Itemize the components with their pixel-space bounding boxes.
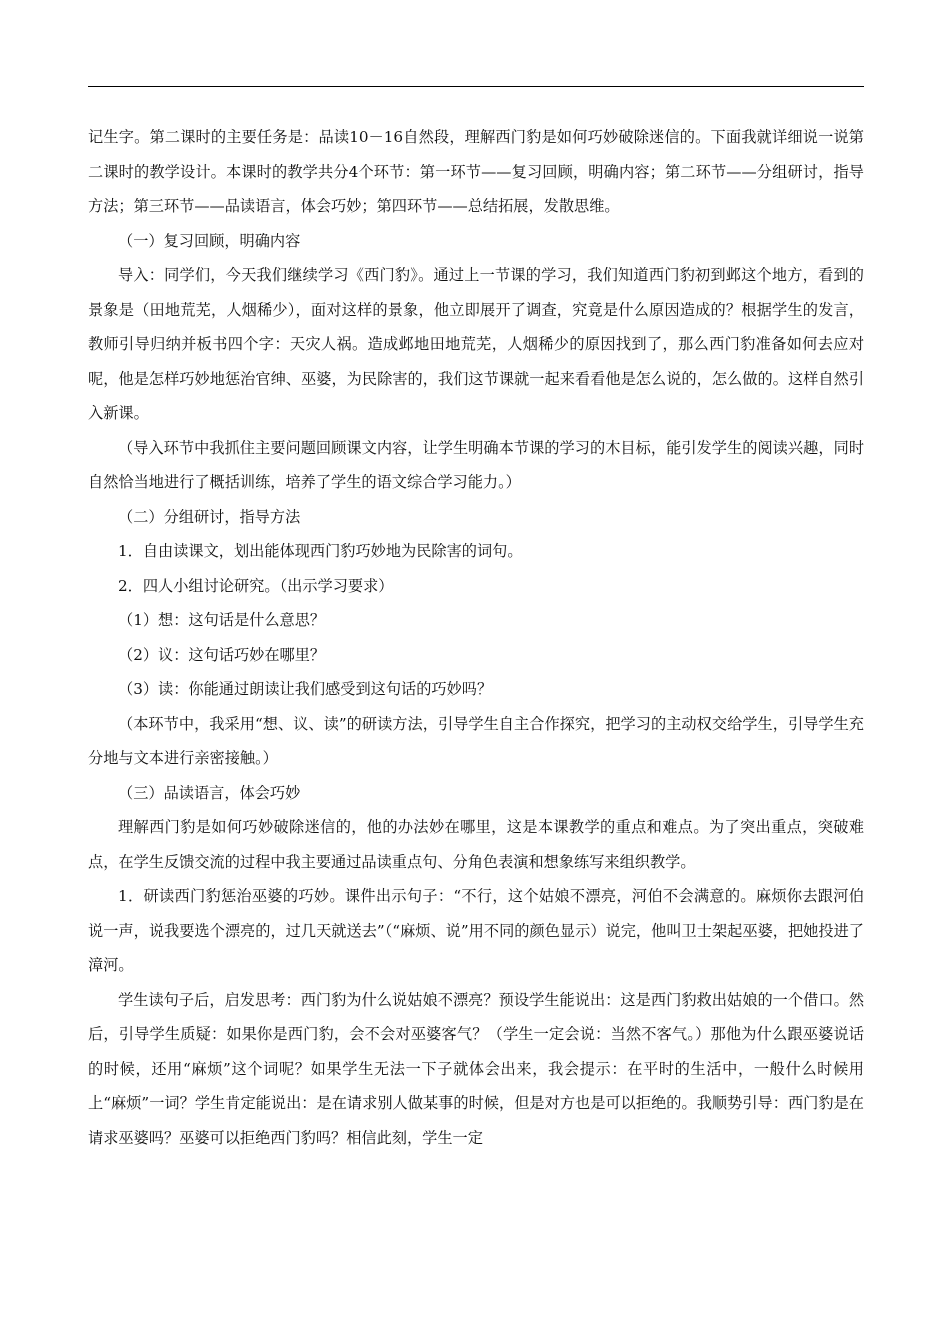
header-rule: [88, 86, 864, 87]
section-heading: （三）品读语言，体会巧妙: [118, 783, 301, 802]
list-item: （2）议：这句话巧妙在哪里？: [118, 645, 326, 664]
paragraph: 理解西门豹是如何巧妙破除迷信的，他的办法妙在哪里，这是本课教学的重点和难点。为了突出重点，突破难点，在学生反馈交流的过程中我主要通过品读重点句、分角色表演和想象练写来组织教学。: [88, 818, 864, 871]
document-body: [88, 120, 864, 1155]
list-item: （3）读：你能通过朗读让我们感受到这句话的巧妙吗？: [118, 680, 493, 698]
paragraph: 记生字。第二课时的主要任务是：品读10－16自然段，理解西门豹是如何巧妙破除迷信的。下面我就详细说一说第二课时的教学设计。本课时的教学共分4个环节：第一环节——复习回顾，明确内容；第二环节——分组研讨，指导方法；第三环节——品读语言，体会巧妙；第四环节——总结拓展，发散思维。: [88, 128, 864, 215]
section-heading: （二）分组研讨，指导方法: [118, 507, 301, 526]
list-item: 2．四人小组讨论研究。（出示学习要求）: [118, 576, 394, 595]
paragraph: （本环节中，我采用“想、议、读”的研读方法，引导学生自主合作探究，把学习的主动权交给学生，引导学生充分地与文本进行亲密接触。）: [88, 714, 864, 767]
paragraph: 导入：同学们，今天我们继续学习《西门豹》。通过上一节课的学习，我们知道西门豹初到邺这个地方，看到的景象是（田地荒芜，人烟稀少），面对这样的景象，他立即展开了调查，究竟是什么原因造成的？根据学生的发言，教师引导归纳并板书四个字：天灾人祸。造成邺地田地荒芜，人烟稀少的原因找到了，那么西门豹准备如何去应对呢，他是怎样巧妙地惩治官绅、巫婆，为民除害的，我们这节课就一起来看看他是怎么说的，怎么做的。这样自然引入新课。: [88, 266, 864, 422]
paragraph: （导入环节中我抓住主要问题回顾课文内容，让学生明确本节课的学习的木目标，能引发学生的阅读兴趣，同时自然恰当地进行了概括训练，培养了学生的语文综合学习能力。）: [88, 438, 864, 491]
list-item: 1．自由读课文，划出能体现西门豹巧妙地为民除害的词句。: [118, 542, 523, 560]
paragraph: 1．研读西门豹惩治巫婆的巧妙。课件出示句子：“不行，这个姑娘不漂亮，河伯不会满意的。麻烦你去跟河伯说一声，说我要选个漂亮的，过几天就送去”（“麻烦、说”用不同的颜色显示）说完，他叫卫士架起巫婆，把她投进了漳河。: [88, 887, 864, 974]
list-item: （1）想：这句话是什么意思？: [118, 611, 326, 629]
section-heading: （一）复习回顾，明确内容: [118, 231, 301, 250]
paragraph: 学生读句子后，启发思考：西门豹为什么说姑娘不漂亮？预设学生能说出：这是西门豹救出姑娘的一个借口。然后，引导学生质疑：如果你是西门豹，会不会对巫婆客气？（学生一定会说：当然不客气。）那他为什么跟巫婆说话的时候，还用“麻烦”这个词呢？如果学生无法一下子就体会出来，我会提示：在平时的生活中，一般什么时候用上“麻烦”一词？学生肯定能说出：是在请求别人做某事的时候，但是对方也是可以拒绝的。我顺势引导：西门豹是在请求巫婆吗？巫婆可以拒绝西门豹吗？相信此刻，学生一定: [88, 990, 864, 1147]
